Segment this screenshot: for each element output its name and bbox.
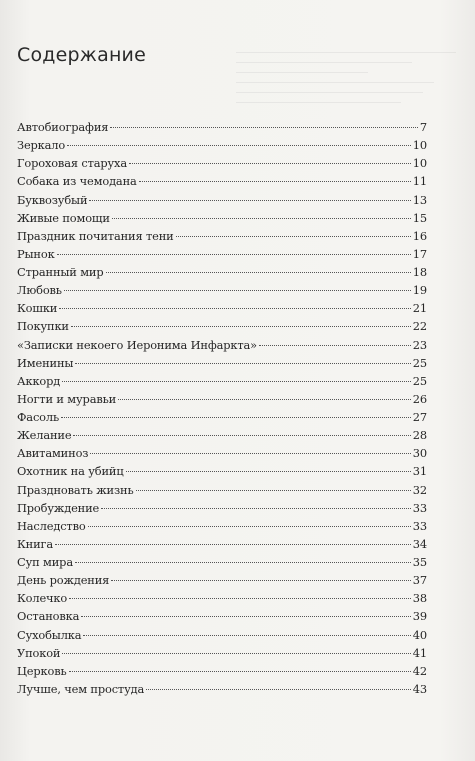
toc-entry-page-number: 7	[419, 120, 427, 134]
toc-entry-page-number: 23	[412, 337, 427, 352]
dot-leader	[57, 254, 411, 255]
toc-entry-title: Ногти и муравьи	[17, 391, 117, 406]
toc-entry-page-number: 25	[412, 373, 427, 388]
toc-entry-title: Зеркало	[17, 138, 66, 153]
toc-entry	[17, 390, 427, 408]
dot-leader	[75, 363, 410, 364]
toc-entry-title: Колечко	[17, 591, 68, 606]
dot-leader	[81, 616, 410, 617]
toc-entry-title: Авитаминоз	[17, 446, 89, 461]
toc-entry-title: Суп мира	[17, 555, 73, 569]
toc-entry-page-number: 10	[412, 138, 427, 153]
toc-entry-page-number: 18	[412, 265, 427, 279]
toc-entry-title: Праздновать жизнь	[17, 482, 134, 497]
toc-entry-page-number: 11	[412, 174, 427, 189]
toc-entry-page-number: 41	[412, 645, 427, 660]
toc-entry	[17, 336, 427, 354]
dot-leader	[73, 435, 410, 436]
toc-entry-title: День рождения	[17, 573, 110, 588]
toc-entry	[17, 245, 427, 263]
toc-entry-page-number: 33	[412, 518, 427, 533]
dot-leader	[62, 381, 411, 382]
toc-entry-page-number: 15	[412, 210, 427, 225]
dot-leader	[101, 508, 411, 509]
dot-leader	[69, 598, 411, 599]
toc-entry-title: Лучше, чем простуда	[17, 681, 145, 696]
toc-entry-title: Гороховая старуха	[17, 156, 127, 171]
toc-entry-page-number: 32	[412, 482, 427, 497]
toc-entry-page-number: 39	[412, 609, 427, 624]
toc-entry-title: «Записки некоего Иеронима Инфаркта»	[17, 337, 257, 352]
toc-entry-title: Фасоль	[17, 410, 60, 424]
toc-entry-page-number: 22	[412, 319, 427, 334]
toc-entry-page-number: 35	[412, 555, 427, 569]
toc-entry-page-number: 37	[412, 573, 427, 588]
dot-leader	[71, 326, 411, 327]
dot-leader	[55, 544, 411, 545]
toc-entry-page-number: 30	[412, 446, 427, 461]
table-of-contents	[17, 118, 427, 698]
toc-entry-page-number: 34	[412, 536, 427, 551]
dot-leader	[64, 290, 411, 291]
toc-entry	[17, 426, 427, 444]
toc-entry-title: Именины	[17, 355, 74, 370]
dot-leader	[110, 127, 418, 128]
toc-entry	[17, 317, 427, 335]
dot-leader	[106, 272, 411, 273]
toc-entry-page-number: 28	[412, 428, 427, 443]
toc-entry-page-number: 40	[412, 627, 427, 642]
dot-leader	[89, 200, 410, 201]
dot-leader	[61, 417, 411, 418]
dot-leader	[146, 689, 411, 690]
dot-leader	[62, 653, 410, 654]
toc-entry-page-number: 21	[412, 301, 427, 316]
toc-entry-title: Праздник почитания тени	[17, 228, 174, 243]
dot-leader	[129, 163, 411, 164]
toc-entry-page-number: 38	[412, 591, 427, 606]
toc-entry-title: Церковь	[17, 663, 67, 678]
toc-entry	[17, 191, 427, 209]
toc-entry-page-number: 31	[412, 464, 427, 479]
toc-entry	[17, 571, 427, 589]
dot-leader	[111, 580, 410, 581]
toc-entry-title: Буквозубый	[17, 192, 88, 207]
toc-entry	[17, 644, 427, 662]
toc-entry-page-number: 19	[412, 283, 427, 298]
toc-entry	[17, 481, 427, 499]
toc-entry-title: Упокой	[17, 645, 61, 660]
toc-entry-page-number: 10	[412, 156, 427, 171]
bleed-through-text	[236, 52, 456, 114]
dot-leader	[112, 218, 411, 219]
toc-entry-title: Покупки	[17, 319, 69, 334]
toc-entry-page-number: 16	[412, 228, 427, 243]
toc-entry-title: Сухобылка	[17, 627, 82, 642]
toc-entry-title: Пробуждение	[17, 500, 100, 515]
toc-entry-page-number: 26	[412, 391, 427, 406]
toc-entry	[17, 462, 427, 480]
toc-entry	[17, 372, 427, 390]
dot-leader	[118, 399, 411, 400]
toc-entry	[17, 662, 427, 680]
toc-entry	[17, 589, 427, 607]
dot-leader	[83, 635, 410, 636]
toc-entry	[17, 209, 427, 227]
toc-entry	[17, 263, 427, 281]
toc-entry-title: Живые помощи	[17, 210, 110, 225]
toc-entry	[17, 680, 427, 698]
dot-leader	[126, 471, 411, 472]
toc-entry	[17, 517, 427, 535]
toc-entry-title: Наследство	[17, 518, 86, 533]
toc-entry-title: Остановка	[17, 609, 80, 624]
toc-entry-title: Аккорд	[17, 373, 61, 388]
toc-entry-page-number: 13	[412, 192, 427, 207]
toc-entry	[17, 499, 427, 517]
toc-entry-title: Странный мир	[17, 265, 104, 279]
toc-entry-title: Любовь	[17, 283, 62, 298]
toc-entry-page-number: 33	[412, 500, 427, 515]
toc-entry-page-number: 25	[412, 355, 427, 370]
toc-entry	[17, 408, 427, 426]
toc-entry	[17, 299, 427, 317]
toc-entry-page-number: 17	[412, 246, 427, 261]
toc-entry	[17, 607, 427, 625]
toc-entry	[17, 136, 427, 154]
toc-entry	[17, 227, 427, 245]
toc-entry-page-number: 42	[412, 663, 427, 678]
dot-leader	[67, 145, 411, 146]
dot-leader	[259, 345, 411, 346]
toc-entry-page-number: 43	[412, 681, 427, 696]
toc-entry	[17, 444, 427, 462]
toc-entry-page-number: 27	[412, 410, 427, 424]
dot-leader	[69, 671, 411, 672]
toc-entry	[17, 626, 427, 644]
toc-entry-title: Собака из чемодана	[17, 174, 137, 189]
toc-entry-title: Книга	[17, 536, 54, 551]
dot-leader	[90, 453, 410, 454]
toc-entry	[17, 535, 427, 553]
toc-entry-title: Рынок	[17, 246, 55, 261]
dot-leader	[88, 526, 411, 527]
toc-entry	[17, 118, 427, 136]
dot-leader	[136, 490, 411, 491]
toc-entry	[17, 354, 427, 372]
toc-entry	[17, 281, 427, 299]
dot-leader	[139, 181, 411, 182]
dot-leader	[75, 562, 411, 563]
toc-entry	[17, 553, 427, 571]
toc-entry	[17, 172, 427, 190]
toc-entry-title: Желание	[17, 428, 72, 443]
toc-entry-title: Кошки	[17, 301, 58, 316]
toc-entry	[17, 154, 427, 172]
toc-entry-title: Автобиография	[17, 120, 109, 134]
page-title: Содержание	[17, 44, 146, 66]
dot-leader	[59, 308, 410, 309]
toc-entry-title: Охотник на убийц	[17, 464, 124, 479]
dot-leader	[176, 236, 411, 237]
